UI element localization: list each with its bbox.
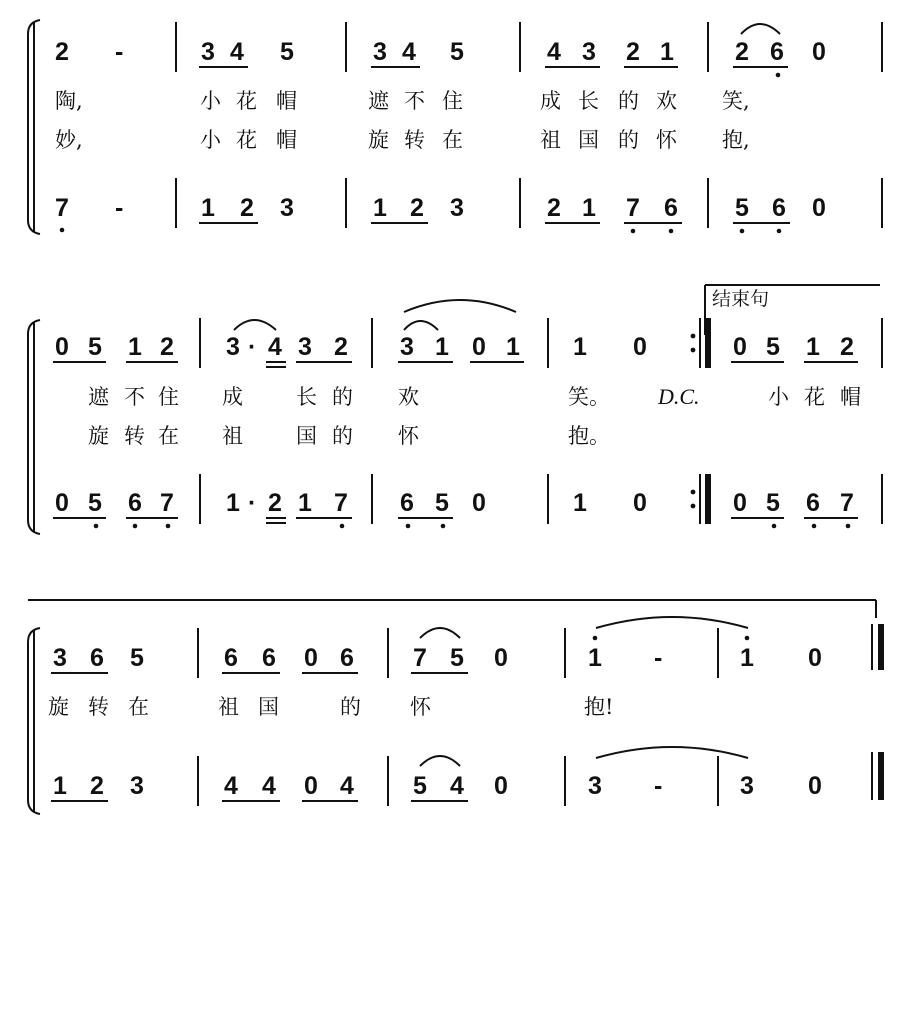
lyric-syllable: 抱! bbox=[584, 695, 614, 719]
low-octave-dot bbox=[669, 229, 674, 234]
lyric-syllable: 欢 bbox=[398, 385, 419, 409]
repeat-dot bbox=[691, 504, 696, 509]
dash: - bbox=[115, 194, 124, 222]
lyric-syllable: 的 bbox=[618, 128, 639, 152]
note: 5 bbox=[735, 194, 749, 222]
note: 5 bbox=[450, 38, 464, 66]
repeat-dot bbox=[691, 490, 696, 495]
note: 3 bbox=[582, 38, 596, 66]
low-octave-dot bbox=[441, 524, 446, 529]
note: 5 bbox=[413, 772, 427, 800]
lyric-syllable: 妙, bbox=[55, 128, 83, 152]
low-octave-dot bbox=[846, 524, 851, 529]
note: 3 bbox=[201, 38, 215, 66]
note: 1 bbox=[740, 644, 754, 672]
lyric-syllable: 笑, bbox=[722, 89, 750, 113]
lyric-syllable: 花 bbox=[236, 128, 257, 152]
note: 5 bbox=[130, 644, 144, 672]
note: 0 bbox=[812, 194, 826, 222]
note: 1 bbox=[573, 333, 587, 361]
note: 1 bbox=[588, 644, 602, 672]
note: 6 bbox=[772, 194, 786, 222]
note: 2 bbox=[840, 333, 854, 361]
note: 1 bbox=[435, 333, 449, 361]
lyric-syllable: 陶, bbox=[55, 89, 83, 113]
lyric-syllable: 笑。 bbox=[568, 385, 610, 409]
note: 0 bbox=[733, 333, 747, 361]
high-octave-dot bbox=[593, 636, 598, 641]
note: 4 bbox=[262, 772, 276, 800]
lyric-syllable: 在 bbox=[158, 424, 179, 448]
lyric-syllable: 抱, bbox=[722, 128, 750, 152]
note: 5 bbox=[88, 333, 102, 361]
lyric-syllable: 的 bbox=[332, 424, 353, 448]
lyric-syllable: 住 bbox=[442, 89, 463, 113]
note: 0 bbox=[472, 333, 486, 361]
dash: - bbox=[115, 38, 124, 66]
note: 5 bbox=[766, 333, 780, 361]
note: 3 bbox=[53, 644, 67, 672]
lyric-syllable: 的 bbox=[332, 385, 353, 409]
note: 4 bbox=[402, 38, 416, 66]
note: 1 bbox=[373, 194, 387, 222]
note: 1 bbox=[201, 194, 215, 222]
note: 3 bbox=[740, 772, 754, 800]
note: 0 bbox=[633, 489, 647, 517]
note: 0 bbox=[633, 333, 647, 361]
note: 4 bbox=[450, 772, 464, 800]
note: 7 bbox=[160, 489, 174, 517]
lyric-syllable: 的 bbox=[618, 89, 639, 113]
note: 3 bbox=[130, 772, 144, 800]
note: 5 bbox=[450, 644, 464, 672]
system-1 bbox=[28, 20, 882, 234]
note: 4 bbox=[230, 38, 244, 66]
lyric-syllable: 怀 bbox=[656, 128, 677, 152]
lyric-syllable: 长 bbox=[578, 89, 599, 113]
note: 6 bbox=[90, 644, 104, 672]
note: 4 bbox=[547, 38, 561, 66]
low-octave-dot bbox=[777, 229, 782, 234]
note: 1 bbox=[226, 489, 240, 517]
note: 5 bbox=[435, 489, 449, 517]
note: 6 bbox=[224, 644, 238, 672]
note: 2 bbox=[240, 194, 254, 222]
note: 1 bbox=[573, 489, 587, 517]
note: 2 bbox=[334, 333, 348, 361]
note: 2 bbox=[410, 194, 424, 222]
note: 1 bbox=[582, 194, 596, 222]
lyric-syllable: 祖 bbox=[218, 695, 239, 719]
lyric-syllable: 在 bbox=[128, 695, 149, 719]
low-octave-dot bbox=[133, 524, 138, 529]
lyric-syllable: 长 bbox=[296, 385, 317, 409]
lyric-syllable: 祖 bbox=[222, 424, 243, 448]
note: 3 bbox=[373, 38, 387, 66]
lyric-syllable: 抱。 bbox=[568, 424, 610, 448]
lyric-syllable: 怀 bbox=[398, 424, 419, 448]
lyric-syllable: 遮 bbox=[368, 89, 389, 113]
note: 7 bbox=[413, 644, 427, 672]
note: 5 bbox=[280, 38, 294, 66]
note: 0 bbox=[733, 489, 747, 517]
note: 6 bbox=[262, 644, 276, 672]
note: 3 bbox=[400, 333, 414, 361]
note: 0 bbox=[304, 772, 318, 800]
slur bbox=[420, 756, 460, 766]
note: 2 bbox=[90, 772, 104, 800]
note: 0 bbox=[494, 644, 508, 672]
note: 5 bbox=[766, 489, 780, 517]
tie bbox=[596, 617, 748, 628]
low-octave-dot bbox=[776, 73, 781, 78]
note: 0 bbox=[812, 38, 826, 66]
note: 7 bbox=[55, 194, 69, 222]
note: 1 bbox=[660, 38, 674, 66]
low-octave-dot bbox=[631, 229, 636, 234]
note: 2 bbox=[735, 38, 749, 66]
lyric-syllable: 小 bbox=[200, 128, 221, 152]
low-octave-dot bbox=[406, 524, 411, 529]
note: 7 bbox=[626, 194, 640, 222]
tie bbox=[404, 300, 516, 312]
note: 2 bbox=[55, 38, 69, 66]
note: 2 bbox=[626, 38, 640, 66]
section-label: 结束句 bbox=[712, 288, 770, 310]
note: 0 bbox=[808, 644, 822, 672]
note: 4 bbox=[340, 772, 354, 800]
lyric-syllable: 不 bbox=[404, 89, 425, 113]
note: 7 bbox=[840, 489, 854, 517]
note: 3 bbox=[588, 772, 602, 800]
system-3 bbox=[28, 600, 881, 814]
lyric-syllable: 小 bbox=[200, 89, 221, 113]
note: 6 bbox=[128, 489, 142, 517]
low-octave-dot bbox=[812, 524, 817, 529]
note: 3 bbox=[298, 333, 312, 361]
repeat-dot bbox=[691, 334, 696, 339]
low-octave-dot bbox=[166, 524, 171, 529]
lyric-syllable: 转 bbox=[404, 128, 425, 152]
dash: - bbox=[654, 644, 663, 672]
note: 6 bbox=[770, 38, 784, 66]
lyric-syllable: 怀 bbox=[410, 695, 431, 719]
note: 4 bbox=[268, 333, 282, 361]
note: 2 bbox=[547, 194, 561, 222]
note: 3 bbox=[280, 194, 294, 222]
note: 0 bbox=[55, 333, 69, 361]
low-octave-dot bbox=[740, 229, 745, 234]
slur bbox=[741, 24, 780, 34]
lyric-syllable: 花 bbox=[804, 385, 825, 409]
dash: - bbox=[654, 772, 663, 800]
lyric-syllable: 住 bbox=[158, 385, 179, 409]
lyric-syllable: 欢 bbox=[656, 89, 677, 113]
note: 2 bbox=[160, 333, 174, 361]
dc-marking: D.C. bbox=[658, 384, 700, 409]
lyric-syllable: 转 bbox=[124, 424, 145, 448]
slur bbox=[404, 321, 438, 330]
note: 0 bbox=[472, 489, 486, 517]
lyric-syllable: 转 bbox=[88, 695, 109, 719]
note: 6 bbox=[806, 489, 820, 517]
lyric-syllable: 国 bbox=[578, 128, 599, 152]
lyric-syllable: 帽 bbox=[276, 89, 297, 113]
slur bbox=[234, 320, 276, 330]
note: 1 bbox=[506, 333, 520, 361]
high-octave-dot bbox=[745, 636, 750, 641]
lyric-syllable: 遮 bbox=[88, 385, 109, 409]
note: 6 bbox=[664, 194, 678, 222]
lyric-syllable: 不 bbox=[124, 385, 145, 409]
slur bbox=[420, 628, 460, 638]
note: 7 bbox=[334, 489, 348, 517]
lyric-syllable: 旋 bbox=[88, 424, 109, 448]
lyric-syllable: 旋 bbox=[368, 128, 389, 152]
lyric-syllable: 成 bbox=[222, 385, 243, 409]
repeat-dot bbox=[691, 348, 696, 353]
lyric-syllable: 国 bbox=[258, 695, 279, 719]
lyric-syllable: 在 bbox=[442, 128, 463, 152]
lyric-syllable: 祖 bbox=[540, 128, 561, 152]
note: 3 bbox=[226, 333, 240, 361]
lyric-syllable: 旋 bbox=[48, 695, 69, 719]
note: 0 bbox=[808, 772, 822, 800]
note: 6 bbox=[400, 489, 414, 517]
low-octave-dot bbox=[60, 228, 65, 233]
lyric-syllable: 帽 bbox=[840, 385, 861, 409]
note: 0 bbox=[304, 644, 318, 672]
lyric-syllable: 帽 bbox=[276, 128, 297, 152]
note: 1 bbox=[128, 333, 142, 361]
note: 1 bbox=[298, 489, 312, 517]
note: 1 bbox=[53, 772, 67, 800]
note: 1 bbox=[806, 333, 820, 361]
lyric-syllable: 花 bbox=[236, 89, 257, 113]
system-2 bbox=[28, 285, 882, 534]
low-octave-dot bbox=[94, 524, 99, 529]
lyric-syllable: 小 bbox=[768, 385, 789, 409]
low-octave-dot bbox=[772, 524, 777, 529]
lyric-syllable: 国 bbox=[296, 424, 317, 448]
tie bbox=[596, 747, 748, 758]
note: 4 bbox=[224, 772, 238, 800]
note: 0 bbox=[494, 772, 508, 800]
note: 0 bbox=[55, 489, 69, 517]
note: 6 bbox=[340, 644, 354, 672]
dot: · bbox=[248, 489, 257, 517]
note: 2 bbox=[268, 489, 282, 517]
low-octave-dot bbox=[340, 524, 345, 529]
note: 5 bbox=[88, 489, 102, 517]
dot: · bbox=[248, 333, 257, 361]
note: 3 bbox=[450, 194, 464, 222]
lyric-syllable: 成 bbox=[540, 89, 561, 113]
lyric-syllable: 的 bbox=[340, 695, 361, 719]
